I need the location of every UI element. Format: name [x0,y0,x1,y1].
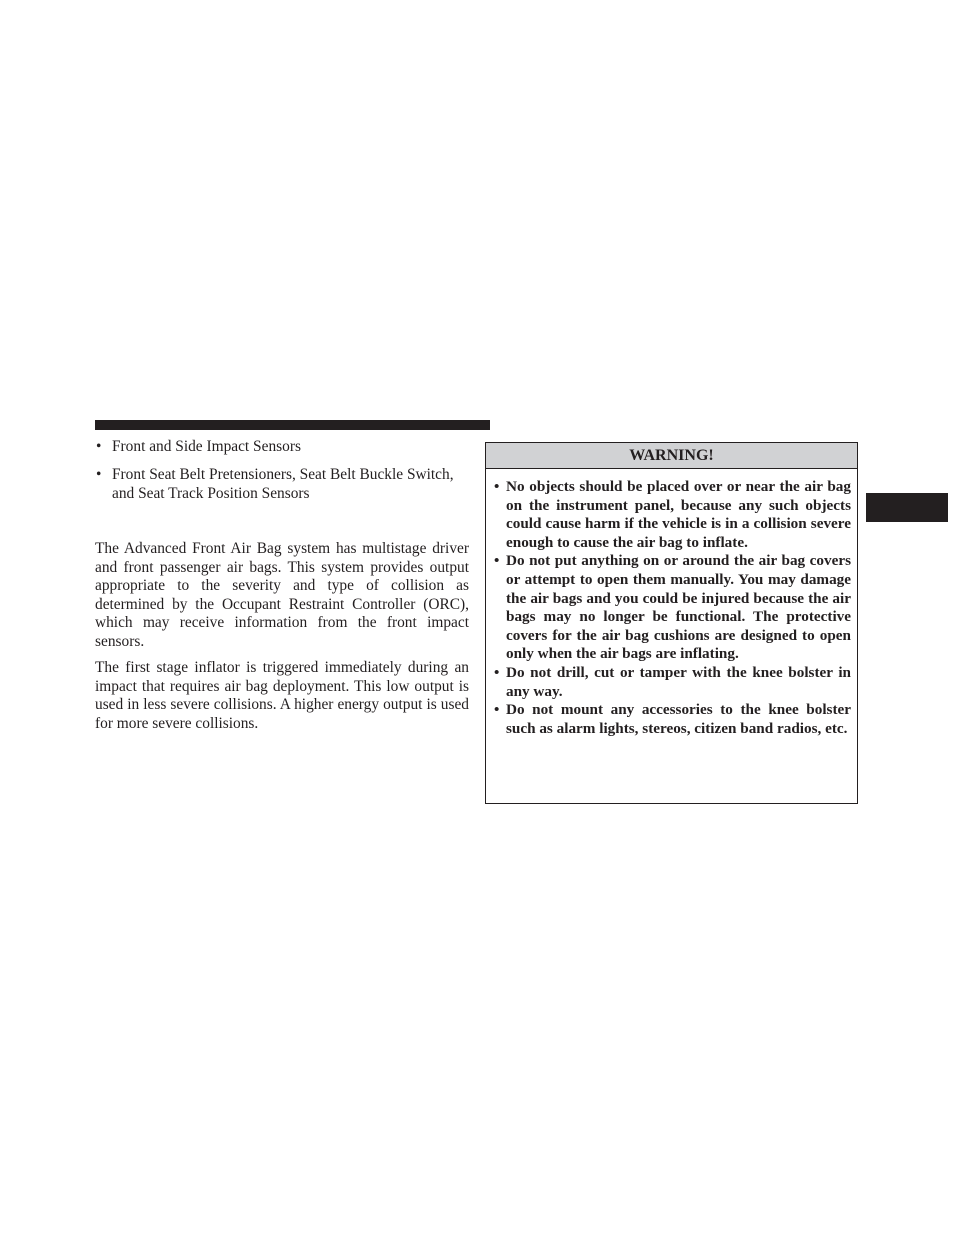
bullet-icon: • [494,478,500,495]
body-paragraph: The first stage inflator is triggered immediately during an impact that requires air bag deployment. This low output is used in less severe collisions. A higher energy output is used for more severe collisions. [95,659,469,732]
list-item [95,465,469,503]
bullet-icon: • [96,438,102,455]
warning-item-text: Do not put anything on or around the air bag covers or attempt to open them manually. You may damage the air bags and you could be injured because the air bags may no longer be functional. The protective covers for the air bag cushions are designed to open only when the air bags are inflating. [506,552,851,663]
bullet-icon: • [96,466,102,483]
bullet-icon: • [494,552,500,570]
warning-item [493,701,851,738]
body-paragraph: The Advanced Front Air Bag system has multistage driver and front passenger air bags. This system provides output appropriate to the severity and type of collision as determined by the Occupant Restraint Controller (ORC), which may receive information from the front impact sensors. [95,540,469,650]
warning-list [486,469,857,738]
chapter-tab [866,493,948,522]
list-item-text: Front Seat Belt Pretensioners, Seat Belt Buckle Switch, and Seat Track Position Sensors [112,466,454,502]
bullet-icon: • [494,663,500,681]
warning-item-text: Do not drill, cut or tamper with the knee bolster in any way. [506,663,851,700]
warning-title: WARNING! [486,443,857,469]
section-rule [95,420,490,430]
list-item-text: Front and Side Impact Sensors [112,438,301,455]
warning-item-text: Do not mount any accessories to the knee bolster such as alarm lights, stereos, citizen band radios, etc. [506,701,851,737]
list-item [95,437,469,456]
warning-box [485,442,858,804]
warning-item [493,552,851,664]
warning-item [493,664,851,701]
warning-item-text: No objects should be placed over or near the air bag on the instrument panel, because any such objects could cause harm if the vehicle is in a collision severe enough to cause the air bag to inflate. [506,478,851,551]
bullet-icon: • [494,701,500,719]
warning-item [493,478,851,552]
component-list [95,437,469,512]
